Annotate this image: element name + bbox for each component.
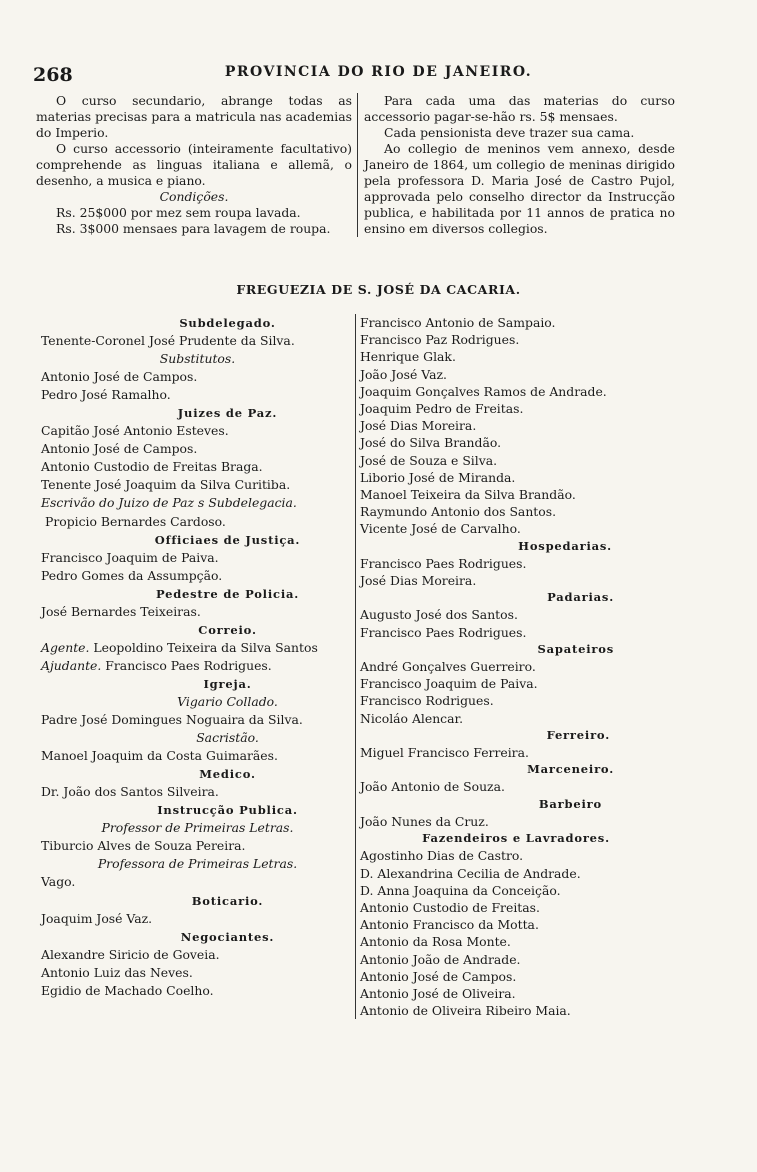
section-heading: Marceneiro. [527, 762, 614, 777]
list-item: Tenente-Coronel José Prudente da Silva. [41, 333, 295, 349]
list-item: Vicente José de Carvalho. [360, 521, 521, 537]
section-heading: Hospedarias. [518, 538, 612, 553]
list-item: Vago. [41, 874, 76, 890]
list-item: Pedro José Ramalho. [41, 387, 171, 403]
section-heading: Pedestre de Policia. [155, 586, 300, 601]
list-item: Francisco Paz Rodrigues. [360, 332, 520, 348]
section-heading: Boticario. [191, 893, 264, 908]
list-item: Antonio José de Oliveira. [360, 985, 516, 1001]
role-label: Substitutos. [159, 351, 236, 367]
section-heading: Instrucção Publica. [157, 803, 298, 818]
left-directory-column [41, 314, 354, 1000]
list-item: Antonio Custodio de Freitas. [360, 899, 540, 915]
running-title: PROVINCIA DO RIO DE JANEIRO. [224, 64, 533, 80]
list-item: Antonio de Oliveira Ribeiro Maia. [360, 1003, 571, 1019]
section-heading: Subdelegado. [179, 316, 276, 330]
list-item: João Antonio de Souza. [360, 779, 505, 795]
section-heading: Negociantes. [180, 929, 275, 944]
list-item: Antonio José de Campos. [41, 441, 198, 457]
top-left-column [36, 93, 352, 237]
list-item: José de Souza e Silva. [360, 452, 498, 468]
list-item: Alexandre Siricio de Goveia. [41, 946, 220, 962]
list-item: Antonio Francisco da Motta. [360, 917, 539, 933]
list-item: Manoel Joaquim da Costa Guimarães. [41, 748, 278, 764]
list-item: Augusto José dos Santos. [360, 607, 518, 623]
list-item: Propicio Bernardes Cardoso. [45, 513, 226, 529]
role-label: Agente. [41, 639, 90, 655]
section-heading: Correio. [198, 622, 257, 637]
role-label: Professora de Primeiras Letras. [97, 856, 298, 872]
list-item: Joaquim Gonçalves Ramos de Andrade. [360, 383, 607, 399]
list-item: Francisco Rodrigues. [360, 693, 494, 709]
list-item: Padre José Domingues Noguaira da Silva. [41, 712, 303, 728]
list-item: José do Silva Brandão. [360, 435, 502, 451]
list-item: Antonio Custodio de Freitas Braga. [41, 459, 263, 475]
section-heading: Padarias. [547, 590, 614, 605]
role-label: Vigario Collado. [177, 693, 278, 709]
paragraph: Para cada uma das materias do curso accessorio pagar-se-hão rs. 5$ mensaes. [364, 93, 675, 124]
list-item: Liborio José de Miranda. [360, 469, 516, 485]
list-item: Francisco Paes Rodrigues. [360, 624, 527, 640]
list-item: Joaquim Pedro de Freitas. [360, 401, 524, 417]
list-item: Antonio José de Campos. [41, 369, 198, 385]
list-item: Francisco Paes Rodrigues. [360, 555, 527, 571]
list-item: Egidio de Machado Coelho. [41, 982, 214, 998]
list-item: João José Vaz. [360, 366, 447, 382]
person-name: Leopoldino Teixeira da Silva Santos [93, 639, 318, 655]
top-right-column [357, 93, 675, 237]
list-item: Raymundo Antonio dos Santos. [360, 504, 557, 520]
role-label: Escrivão do Juizo de Paz s Subdelegacia. [41, 495, 297, 511]
list-item: Henrique Glak. [360, 349, 456, 365]
list-item: Francisco Antonio de Sampaio. [360, 315, 556, 330]
list-item: José Dias Moreira. [360, 418, 477, 434]
list-item: Tiburcio Alves de Souza Pereira. [41, 838, 246, 854]
section-heading: Officiaes de Justiça. [154, 532, 301, 547]
list-item: Pedro Gomes da Assumpção. [41, 567, 223, 583]
section-heading: Juizes de Paz. [177, 406, 278, 421]
role-label: Ajudante. [41, 657, 102, 673]
list-item: D. Alexandrina Cecilia de Andrade. [360, 865, 581, 881]
paragraph: Rs. 3$000 mensaes para lavagem de roupa. [56, 221, 331, 236]
list-item: Agostinho Dias de Castro. [360, 848, 524, 864]
list-item: Antonio José de Campos. [360, 968, 517, 984]
section-heading: Medico. [199, 767, 256, 782]
paragraph: Ao collegio de meninos vem annexo, desde Janeiro de 1864, um collegio de meninas dirigido pela professora D. Maria José de Castro Pujol, approvada pelo conselho director da Instrucção publica, e habilitada por 11 annos de pratica no ensino em diversos collegios. [364, 141, 675, 236]
paragraph: O curso accessorio (inteiramente facultativo) comprehende as linguas italiana e allemã, o desenho, a musica e piano. [36, 141, 352, 188]
list-item: Nicoláo Alencar. [360, 710, 464, 726]
role-label: Sacristão. [196, 730, 259, 746]
list-item: Joaquim José Vaz. [41, 910, 153, 926]
list-item: José Dias Moreira. [360, 573, 477, 589]
right-directory-column [355, 314, 672, 1019]
role-label: Professor de Primeiras Letras. [101, 820, 294, 836]
section-heading: Fazendeiros e Lavradores. [422, 831, 610, 846]
list-item: Miguel Francisco Ferreira. [360, 745, 529, 761]
list-item: José Bernardes Teixeiras. [41, 603, 201, 619]
section-heading: Barbeiro [538, 796, 602, 811]
section-heading: Igreja. [203, 676, 252, 691]
person-name: Francisco Paes Rodrigues. [105, 657, 272, 673]
list-item: Capitão José Antonio Esteves. [41, 423, 229, 439]
page-number: 268 [33, 64, 73, 86]
list-item: Antonio da Rosa Monte. [360, 934, 511, 950]
section-heading: Sapateiros [537, 641, 614, 656]
section-heading: Ferreiro. [546, 727, 610, 742]
list-item: Francisco Joaquim de Paiva. [360, 676, 538, 692]
list-item: João Nunes da Cruz. [360, 813, 489, 829]
list-item [41, 657, 354, 675]
list-item: André Gonçalves Guerreiro. [360, 659, 536, 675]
paragraph: Cada pensionista deve trazer sua cama. [384, 125, 635, 140]
list-item: Tenente José Joaquim da Silva Curitiba. [41, 477, 291, 493]
paragraph: Rs. 25$000 por mez sem roupa lavada. [56, 205, 301, 220]
list-item: Francisco Joaquim de Paiva. [41, 549, 219, 565]
list-item: D. Anna Joaquina da Conceição. [360, 882, 561, 898]
subheading: Condições. [159, 189, 229, 204]
list-item: Antonio Luiz das Neves. [41, 964, 193, 980]
list-item: Antonio João de Andrade. [360, 951, 521, 967]
list-item: Manoel Teixeira da Silva Brandão. [360, 487, 576, 503]
list-item: Dr. João dos Santos Silveira. [41, 784, 219, 800]
list-item [41, 639, 354, 657]
section-title: FREGUEZIA DE S. JOSÉ DA CACARIA. [236, 282, 521, 297]
paragraph: O curso secundario, abrange todas as materias precisas para a matricula nas academias do Imperio. [36, 93, 352, 140]
